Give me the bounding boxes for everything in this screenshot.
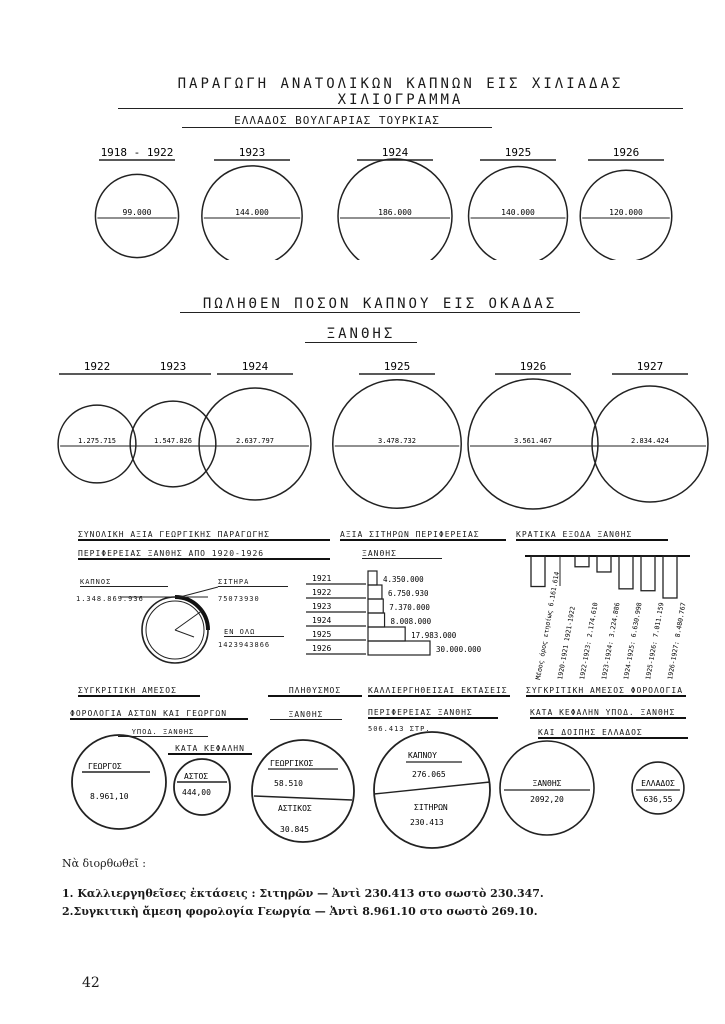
cereal-year-1: 1922 (312, 588, 332, 597)
sitira-value: 75073930 (218, 595, 260, 603)
state-bar-label-0: Μέσος όρος ετησίως 6.161.614 (534, 571, 561, 681)
cereal-year-4: 1925 (312, 630, 332, 639)
cereal-bar-3 (368, 613, 385, 627)
state-bar-4 (619, 556, 633, 589)
bubble-value-label-4: 3.561.467 (514, 437, 552, 445)
cereal-year-2: 1923 (312, 602, 332, 611)
bubble-value-label-5: 2.834.424 (631, 437, 669, 445)
cereal-bar-0 (368, 571, 377, 585)
georgikos-value: 58.510 (274, 779, 303, 788)
state-bar-2 (575, 556, 589, 567)
state-bar-label-2: 1922-1923: 2.174.610 (578, 601, 600, 681)
bubble-value-label-3: 3.478.732 (378, 437, 416, 445)
tax-bubble-0 (500, 741, 594, 835)
production-bubble-chart (0, 140, 725, 260)
astos-circle (174, 759, 230, 815)
state-title: ΚΡΑΤΙΚΑ ΕΞΟΔΑ ΞΑΝΘΗΣ (516, 530, 668, 541)
correction-2: 2.Συγκιτικὴ ἄμεση φορολογία Γεωργία — Ἀντὶ 8.961.10 στο σωστὸ 269.10. (62, 905, 538, 918)
state-bar-label-5: 1925-1926: 7.011.159 (644, 601, 666, 681)
state-bar-5 (641, 556, 655, 591)
bubble-category-label-3: 1925 (504, 146, 532, 159)
sold-subtitle: ΞΑΝΘΗΣ (305, 326, 417, 343)
kapnos-label: ΚΑΠΝΟΣ (80, 578, 168, 587)
bubble-category-label-2: 1924 (241, 360, 269, 373)
tax-bubble-value-1: 636,55 (643, 795, 673, 804)
cereal-year-5: 1926 (312, 644, 332, 653)
cereal-bar-chart (300, 565, 510, 675)
tax-bubble-1 (632, 762, 684, 814)
page-number: 42 (82, 975, 100, 991)
bubble-value-label-0: 1.275.715 (78, 437, 116, 445)
direct-tax-subtitle2: ΥΠΟΔ. ΞΑΝΘΗΣ (118, 728, 208, 737)
direct-tax-subtitle3: ΚΑΤΑ ΚΕΦΑΛΗΝ (168, 744, 252, 755)
bubble-value-label-0: 99.000 (122, 208, 152, 217)
tax-compare-bubbles (495, 740, 700, 840)
sitiron-label: ΣΙΤΗΡΩΝ (414, 803, 448, 812)
kapnou-label: ΚΑΠΝΟΥ (408, 751, 437, 760)
cereal-value-2: 7.370.000 (389, 603, 430, 612)
state-bar-label-6: 1926-1927: 8.480.767 (666, 601, 688, 681)
sold-bubble-chart (0, 352, 725, 524)
bubble-category-label-1: 1923 (238, 146, 266, 159)
direct-tax-title: ΣΥΓΚΡΙΤΙΚΗ ΑΜΕΣΟΣ (78, 686, 200, 697)
cereal-year-3: 1924 (312, 616, 332, 625)
cereal-value-1: 6.750.930 (387, 589, 429, 598)
cereal-value-0: 4.350.000 (382, 575, 424, 584)
cereal-year-0: 1921 (312, 574, 332, 583)
bubble-value-label-2: 2.637.797 (236, 437, 274, 445)
cereal-title: ΑΞΙΑ ΣΙΤΗΡΩΝ ΠΕΡΙΦΕΡΕΙΑΣ (340, 530, 506, 541)
state-bar-label-3: 1923-1924: 3.224.886 (600, 601, 622, 681)
bubble-value-label-3: 140.000 (501, 208, 535, 217)
population-title: ΠΛΗΘΥΣΜΟΣ (268, 686, 362, 697)
bubble-value-label-1: 144.000 (235, 208, 269, 217)
georgos-circle (72, 735, 166, 829)
state-bar-label-4: 1924-1925: 6.630.998 (622, 601, 644, 681)
state-bar-3 (597, 556, 611, 572)
astikos-value: 30.845 (280, 825, 309, 834)
cereal-bar-2 (368, 599, 383, 613)
value-title: ΣΥΝΟΛΙΚΗ ΑΞΙΑ ΓΕΩΡΓΙΚΗΣ ΠΑΡΑΓΩΓΗΣ (78, 530, 330, 541)
astos-label: ΑΣΤΟΣ (184, 772, 209, 781)
sold-title: ΠΩΛΗΘΕΝ ΠΟΣΟΝ ΚΑΠΝΟΥ ΕΙΣ ΟΚΑΔΑΣ (180, 296, 580, 313)
sitira-label: ΣΙΤΗΡΑ (218, 578, 288, 587)
bubble-category-label-4: 1926 (519, 360, 547, 373)
bubble-value-label-2: 186.000 (378, 208, 412, 217)
cultivated-title: ΚΑΛΛΙΕΡΓΗΘΕΙΣΑΙ ΕΚΤΑΣΕΙΣ (368, 686, 510, 697)
georgos-label: ΓΕΩΡΓΟΣ (88, 762, 122, 771)
state-bar-6 (663, 556, 677, 598)
direct-tax-subtitle: ΦΟΡΟΛΟΓΙΑ ΑΣΤΩΝ ΚΑΙ ΓΕΩΡΓΩΝ (70, 709, 248, 720)
value-subtitle: ΠΕΡΙΦΕΡΕΙΑΣ ΞΑΝΘΗΣ ΑΠΟ 1920-1926 (78, 549, 330, 560)
tax-bubble-name-1: ΕΛΛΑΔΟΣ (641, 779, 675, 788)
cereal-value-4: 17.983.000 (411, 631, 457, 640)
cereal-value-3: 8.008.000 (390, 617, 432, 626)
en-olo-label: ΕΝ ΟΛΩ (224, 628, 284, 637)
tax-bubble-name-0: ΞΑΝΘΗΣ (532, 779, 562, 788)
bubble-category-label-3: 1925 (383, 360, 411, 373)
tax-compare-subtitle: ΚΑΤΑ ΚΕΦΑΛΗΝ ΥΠΟΔ. ΞΑΝΘΗΣ (530, 708, 686, 719)
en-olo-value: 1423943866 (218, 641, 271, 649)
tax-compare-title: ΣΥΓΚΡΙΤΙΚΗ ΑΜΕΣΟΣ ΦΟΡΟΛΟΓΙΑ (526, 686, 686, 697)
bubble-value-label-4: 120.000 (609, 208, 643, 217)
tax-compare-subtitle2: ΚΑΙ ΔΟΙΠΗΣ ΕΛΛΑΔΟΣ (538, 728, 688, 739)
sitiron-value: 230.413 (410, 818, 444, 827)
tax-bubble-value-0: 2092,20 (530, 795, 564, 804)
kapnou-value: 276.065 (412, 770, 446, 779)
cereal-bar-4 (368, 627, 405, 641)
cereal-subtitle: ΞΑΝΘΗΣ (362, 549, 442, 559)
cereal-bar-1 (368, 585, 382, 599)
georgikos-label: ΓΕΩΡΓΙΚΟΣ (270, 759, 314, 768)
production-title: ΠΑΡΑΓΩΓΗ ΑΝΑΤΟΛΙΚΩΝ ΚΑΠΝΩΝ ΕΙΣ ΧΙΛΙΑΔΑΣ ΧΙΛΙΟΓΡΑΜΜΑ (118, 76, 683, 109)
population-subtitle: ΞΑΝΘΗΣ (270, 710, 342, 720)
cultivated-total: 506.413 ΣΤΡ. (368, 725, 431, 733)
value-ring-diagram (120, 585, 230, 675)
population-pie (248, 736, 358, 846)
cereal-bar-5 (368, 641, 430, 655)
bubble-category-label-2: 1924 (381, 146, 409, 159)
georgos-value: 8.961,10 (90, 792, 129, 801)
bubble-value-label-1: 1.547.826 (154, 437, 192, 445)
cultivated-subtitle: ΠΕΡΙΦΕΡΕΙΑΣ ΞΑΝΘΗΣ (368, 708, 498, 719)
bubble-category-label-4: 1926 (612, 146, 640, 159)
state-bar-label-1: 1920-1921 1921-1922 (556, 605, 577, 681)
production-subtitle: ΕΛΛΑΔΟΣ ΒΟΥΛΓΑΡΙΑΣ ΤΟΥΡΚΙΑΣ (182, 114, 492, 128)
bubble-category-label-0: 1922 (83, 360, 111, 373)
cultivated-pie (370, 730, 495, 855)
state-bar-chart (525, 552, 690, 687)
state-bar-0 (531, 556, 545, 587)
correction-1: 1. Καλλιεργηθεῖσες ἐκτάσεις : Σιτηρῶν — Ἀντὶ 230.413 στο σωστὸ 230.347. (62, 887, 544, 900)
astikos-label: ΑΣΤΙΚΟΣ (278, 804, 312, 813)
astos-value: 444,00 (182, 788, 211, 797)
bubble-category-label-5: 1927 (636, 360, 664, 373)
direct-tax-pie (62, 732, 252, 842)
cereal-value-5: 30.000.000 (436, 645, 482, 654)
bubble-category-label-0: 1918 - 1922 (100, 146, 174, 159)
bubble-category-label-1: 1923 (159, 360, 187, 373)
kapnos-value: 1.348.869.936 (76, 595, 144, 603)
corrections-heading: Νὰ διορθωθεῖ : (62, 857, 147, 870)
